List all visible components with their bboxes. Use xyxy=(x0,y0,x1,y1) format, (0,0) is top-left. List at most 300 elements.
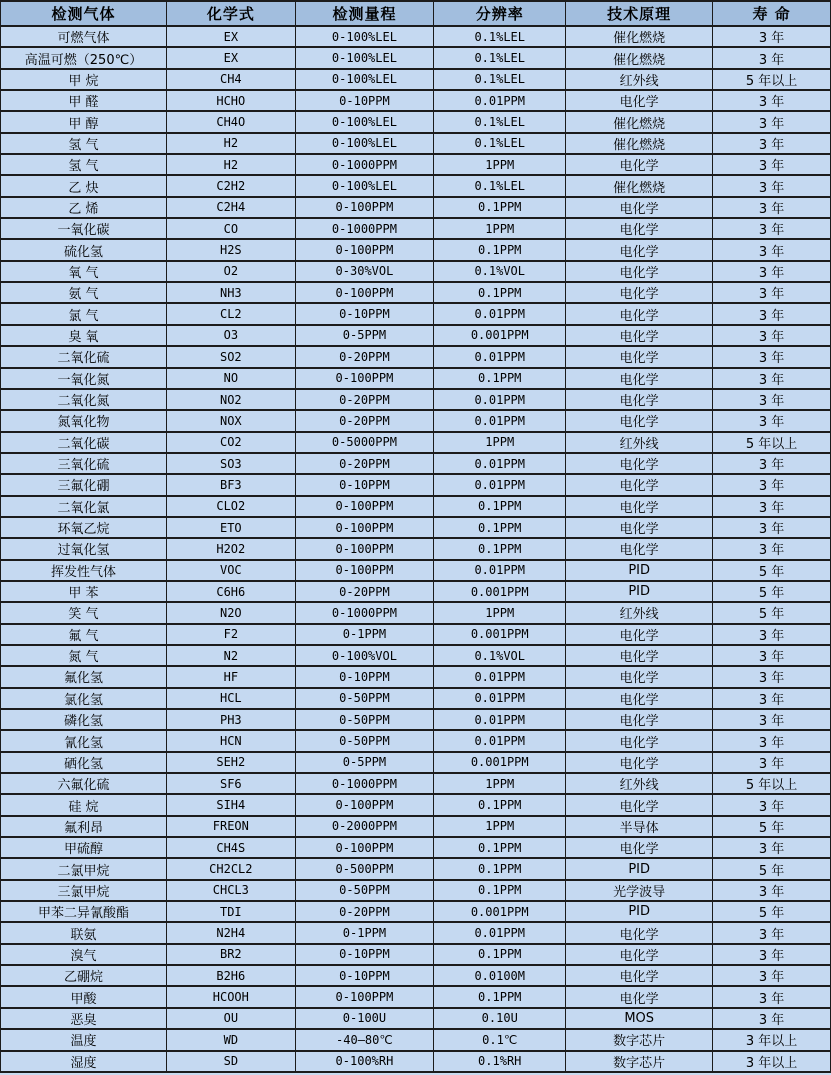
cell-gas-name: 一氧化氮 xyxy=(1,368,167,389)
cell-technology: 电化学 xyxy=(566,453,713,474)
table-row xyxy=(1,517,831,538)
table-row xyxy=(1,133,831,154)
cell-technology: 电化学 xyxy=(566,965,713,986)
cell-lifespan: 3 年 xyxy=(713,624,831,645)
cell-resolution: 0.01PPM xyxy=(434,560,566,581)
cell-technology: PID xyxy=(566,901,713,922)
cell-resolution: 0.10U xyxy=(434,1008,566,1029)
table-row xyxy=(1,837,831,858)
cell-detection-range: 0-100%VOL xyxy=(295,645,434,666)
table-row xyxy=(1,986,831,1007)
cell-technology: 电化学 xyxy=(566,794,713,815)
cell-gas-name: 恶臭 xyxy=(1,1008,167,1029)
cell-chemical-formula: CO xyxy=(167,218,296,239)
cell-chemical-formula: O3 xyxy=(167,325,296,346)
cell-detection-range: 0-500PPM xyxy=(295,858,434,879)
cell-gas-name: 甲苯二异氰酸酯 xyxy=(1,901,167,922)
cell-lifespan: 3 年 xyxy=(713,197,831,218)
table-row xyxy=(1,111,831,132)
cell-resolution: 0.1%LEL xyxy=(434,69,566,90)
cell-gas-name: 挥发性气体 xyxy=(1,560,167,581)
cell-gas-name: 臭 氧 xyxy=(1,325,167,346)
cell-technology: 电化学 xyxy=(566,517,713,538)
cell-detection-range: 0-5PPM xyxy=(295,325,434,346)
cell-detection-range: 0-100PPM xyxy=(295,794,434,815)
cell-gas-name: 甲 醇 xyxy=(1,111,167,132)
cell-technology: 电化学 xyxy=(566,730,713,751)
cell-chemical-formula: H2S xyxy=(167,239,296,260)
cell-resolution: 0.01PPM xyxy=(434,389,566,410)
cell-detection-range: 0-100PPM xyxy=(295,368,434,389)
cell-detection-range: 0-100PPM xyxy=(295,197,434,218)
table-row xyxy=(1,1051,831,1072)
cell-lifespan: 5 年 xyxy=(713,581,831,602)
cell-lifespan: 3 年 xyxy=(713,239,831,260)
table-row xyxy=(1,901,831,922)
cell-gas-name: 氨 气 xyxy=(1,282,167,303)
cell-lifespan: 3 年 xyxy=(713,986,831,1007)
cell-technology: 电化学 xyxy=(566,837,713,858)
cell-chemical-formula: CO2 xyxy=(167,432,296,453)
cell-gas-name: 甲 苯 xyxy=(1,581,167,602)
cell-resolution: 0.1%LEL xyxy=(434,133,566,154)
cell-chemical-formula: BF3 xyxy=(167,474,296,495)
cell-gas-name: 六氟化硫 xyxy=(1,773,167,794)
cell-technology: 电化学 xyxy=(566,389,713,410)
cell-technology: 电化学 xyxy=(566,496,713,517)
cell-detection-range: 0-1000PPM xyxy=(295,154,434,175)
cell-resolution: 1PPM xyxy=(434,218,566,239)
table-row xyxy=(1,858,831,879)
cell-chemical-formula: CH4 xyxy=(167,69,296,90)
cell-detection-range: 0-50PPM xyxy=(295,730,434,751)
cell-technology: 半导体 xyxy=(566,816,713,837)
cell-chemical-formula: H2 xyxy=(167,133,296,154)
cell-resolution: 0.1PPM xyxy=(434,282,566,303)
cell-resolution: 0.1PPM xyxy=(434,496,566,517)
cell-detection-range: 0-10PPM xyxy=(295,90,434,111)
cell-gas-name: 温度 xyxy=(1,1029,167,1050)
table-row xyxy=(1,773,831,794)
cell-lifespan: 3 年 xyxy=(713,303,831,324)
cell-gas-name: 二氧化硫 xyxy=(1,346,167,367)
cell-technology: 电化学 xyxy=(566,666,713,687)
cell-lifespan: 3 年 xyxy=(713,368,831,389)
cell-technology: 红外线 xyxy=(566,773,713,794)
cell-resolution: 0.01PPM xyxy=(434,303,566,324)
cell-lifespan: 5 年以上 xyxy=(713,432,831,453)
cell-gas-name: 硅 烷 xyxy=(1,794,167,815)
cell-resolution: 0.1PPM xyxy=(434,239,566,260)
cell-chemical-formula: NH3 xyxy=(167,282,296,303)
cell-gas-name: 硒化氢 xyxy=(1,752,167,773)
cell-lifespan: 3 年 xyxy=(713,410,831,431)
cell-lifespan: 3 年 xyxy=(713,1008,831,1029)
table-row xyxy=(1,175,831,196)
cell-resolution: 0.1PPM xyxy=(434,880,566,901)
cell-gas-name: 氟 气 xyxy=(1,624,167,645)
table-row xyxy=(1,90,831,111)
cell-resolution: 0.001PPM xyxy=(434,901,566,922)
cell-detection-range: 0-5PPM xyxy=(295,752,434,773)
cell-resolution: 0.1%VOL xyxy=(434,261,566,282)
cell-technology: 电化学 xyxy=(566,197,713,218)
cell-resolution: 0.001PPM xyxy=(434,624,566,645)
cell-resolution: 1PPM xyxy=(434,816,566,837)
table-row xyxy=(1,368,831,389)
cell-technology: 电化学 xyxy=(566,368,713,389)
cell-technology: 电化学 xyxy=(566,218,713,239)
cell-chemical-formula: CLO2 xyxy=(167,496,296,517)
cell-gas-name: 二氧化氮 xyxy=(1,389,167,410)
cell-technology: PID xyxy=(566,560,713,581)
cell-resolution: 1PPM xyxy=(434,773,566,794)
cell-resolution: 0.1%LEL xyxy=(434,26,566,47)
cell-detection-range: 0-50PPM xyxy=(295,880,434,901)
cell-lifespan: 3 年 xyxy=(713,837,831,858)
cell-detection-range: 0-1000PPM xyxy=(295,773,434,794)
header-cell-resolution: 分辨率 xyxy=(434,1,566,26)
table-row xyxy=(1,26,831,47)
cell-lifespan: 3 年 xyxy=(713,282,831,303)
table-row xyxy=(1,538,831,559)
cell-technology: 电化学 xyxy=(566,752,713,773)
table-row xyxy=(1,474,831,495)
cell-resolution: 0.1%LEL xyxy=(434,175,566,196)
table-row xyxy=(1,965,831,986)
cell-chemical-formula: C2H4 xyxy=(167,197,296,218)
cell-lifespan: 3 年 xyxy=(713,517,831,538)
cell-gas-name: 联氨 xyxy=(1,922,167,943)
table-row xyxy=(1,730,831,751)
cell-detection-range: 0-2000PPM xyxy=(295,816,434,837)
table-row xyxy=(1,496,831,517)
header-cell-chemical-formula: 化学式 xyxy=(167,1,296,26)
cell-gas-name: 溴气 xyxy=(1,944,167,965)
cell-technology: 电化学 xyxy=(566,154,713,175)
cell-chemical-formula: HCL xyxy=(167,688,296,709)
table-row xyxy=(1,709,831,730)
cell-gas-name: 环氧乙烷 xyxy=(1,517,167,538)
cell-detection-range: 0-10PPM xyxy=(295,944,434,965)
cell-gas-name: 氯 气 xyxy=(1,303,167,324)
cell-resolution: 0.1PPM xyxy=(434,837,566,858)
cell-technology: 催化燃烧 xyxy=(566,111,713,132)
cell-chemical-formula: ETO xyxy=(167,517,296,538)
cell-detection-range: 0-30%VOL xyxy=(295,261,434,282)
cell-lifespan: 3 年 xyxy=(713,154,831,175)
cell-detection-range: 0-20PPM xyxy=(295,410,434,431)
cell-detection-range: 0-100PPM xyxy=(295,496,434,517)
cell-gas-name: 氟利昂 xyxy=(1,816,167,837)
table-row xyxy=(1,303,831,324)
cell-detection-range: 0-1000PPM xyxy=(295,218,434,239)
cell-resolution: 0.1PPM xyxy=(434,794,566,815)
cell-gas-name: 甲酸 xyxy=(1,986,167,1007)
cell-technology: 电化学 xyxy=(566,922,713,943)
cell-resolution: 1PPM xyxy=(434,602,566,623)
cell-resolution: 0.001PPM xyxy=(434,325,566,346)
cell-gas-name: 甲 醛 xyxy=(1,90,167,111)
cell-detection-range: 0-50PPM xyxy=(295,688,434,709)
table-row xyxy=(1,880,831,901)
cell-chemical-formula: C6H6 xyxy=(167,581,296,602)
cell-lifespan: 3 年以上 xyxy=(713,1029,831,1050)
cell-detection-range: 0-100%LEL xyxy=(295,69,434,90)
cell-gas-name: 过氧化氢 xyxy=(1,538,167,559)
table-row xyxy=(1,645,831,666)
cell-gas-name: 硫化氢 xyxy=(1,239,167,260)
table-row xyxy=(1,581,831,602)
cell-gas-name: 氟化氢 xyxy=(1,666,167,687)
cell-detection-range: 0-1PPM xyxy=(295,624,434,645)
cell-detection-range: 0-10PPM xyxy=(295,474,434,495)
header-cell-gas-name: 检测气体 xyxy=(1,1,167,26)
cell-resolution: 0.0100M xyxy=(434,965,566,986)
cell-lifespan: 3 年 xyxy=(713,880,831,901)
table-row xyxy=(1,154,831,175)
table-row xyxy=(1,346,831,367)
cell-lifespan: 3 年 xyxy=(713,261,831,282)
cell-technology: 电化学 xyxy=(566,410,713,431)
cell-resolution: 0.1PPM xyxy=(434,197,566,218)
cell-detection-range: 0-100PPM xyxy=(295,538,434,559)
cell-resolution: 0.001PPM xyxy=(434,752,566,773)
cell-chemical-formula: CL2 xyxy=(167,303,296,324)
cell-detection-range: 0-100PPM xyxy=(295,560,434,581)
table-row xyxy=(1,389,831,410)
cell-detection-range: 0-10PPM xyxy=(295,303,434,324)
cell-lifespan: 5 年 xyxy=(713,816,831,837)
cell-lifespan: 3 年以上 xyxy=(713,1051,831,1072)
cell-chemical-formula: H2 xyxy=(167,154,296,175)
cell-technology: 电化学 xyxy=(566,261,713,282)
cell-chemical-formula: TDI xyxy=(167,901,296,922)
cell-lifespan: 5 年 xyxy=(713,901,831,922)
cell-gas-name: 一氧化碳 xyxy=(1,218,167,239)
cell-lifespan: 3 年 xyxy=(713,325,831,346)
cell-resolution: 0.1PPM xyxy=(434,858,566,879)
cell-chemical-formula: N2O xyxy=(167,602,296,623)
cell-technology: 电化学 xyxy=(566,986,713,1007)
cell-gas-name: 乙 炔 xyxy=(1,175,167,196)
cell-detection-range: -40—80℃ xyxy=(295,1029,434,1050)
header-cell-detection-range: 检测量程 xyxy=(295,1,434,26)
cell-lifespan: 5 年 xyxy=(713,560,831,581)
cell-gas-name: 磷化氢 xyxy=(1,709,167,730)
cell-chemical-formula: EX xyxy=(167,26,296,47)
cell-resolution: 0.01PPM xyxy=(434,922,566,943)
cell-chemical-formula: HCN xyxy=(167,730,296,751)
cell-detection-range: 0-100PPM xyxy=(295,986,434,1007)
cell-chemical-formula: N2H4 xyxy=(167,922,296,943)
cell-technology: 电化学 xyxy=(566,624,713,645)
cell-lifespan: 3 年 xyxy=(713,666,831,687)
cell-resolution: 0.1PPM xyxy=(434,538,566,559)
cell-resolution: 0.1PPM xyxy=(434,986,566,1007)
table-row xyxy=(1,410,831,431)
cell-lifespan: 3 年 xyxy=(713,965,831,986)
cell-lifespan: 3 年 xyxy=(713,752,831,773)
cell-lifespan: 3 年 xyxy=(713,794,831,815)
cell-chemical-formula: NOX xyxy=(167,410,296,431)
cell-gas-name: 二氧化氯 xyxy=(1,496,167,517)
cell-detection-range: 0-1PPM xyxy=(295,922,434,943)
cell-gas-name: 三氟化硼 xyxy=(1,474,167,495)
cell-gas-name: 氮 气 xyxy=(1,645,167,666)
cell-gas-name: 三氯甲烷 xyxy=(1,880,167,901)
cell-chemical-formula: N2 xyxy=(167,645,296,666)
cell-chemical-formula: NO xyxy=(167,368,296,389)
cell-resolution: 0.01PPM xyxy=(434,90,566,111)
cell-technology: MOS xyxy=(566,1008,713,1029)
cell-resolution: 0.01PPM xyxy=(434,688,566,709)
cell-technology: 催化燃烧 xyxy=(566,47,713,68)
cell-lifespan: 3 年 xyxy=(713,133,831,154)
cell-gas-name: 氮氧化物 xyxy=(1,410,167,431)
cell-lifespan: 3 年 xyxy=(713,346,831,367)
cell-gas-name: 氢 气 xyxy=(1,133,167,154)
cell-resolution: 0.01PPM xyxy=(434,453,566,474)
cell-resolution: 0.1PPM xyxy=(434,944,566,965)
cell-detection-range: 0-100%LEL xyxy=(295,26,434,47)
cell-resolution: 1PPM xyxy=(434,154,566,175)
cell-technology: 催化燃烧 xyxy=(566,133,713,154)
cell-gas-name: 二氯甲烷 xyxy=(1,858,167,879)
cell-lifespan: 3 年 xyxy=(713,175,831,196)
cell-technology: 红外线 xyxy=(566,69,713,90)
cell-lifespan: 3 年 xyxy=(713,944,831,965)
cell-detection-range: 0-100%LEL xyxy=(295,175,434,196)
cell-chemical-formula: SO2 xyxy=(167,346,296,367)
cell-chemical-formula: HCHO xyxy=(167,90,296,111)
cell-chemical-formula: C2H2 xyxy=(167,175,296,196)
cell-technology: 电化学 xyxy=(566,303,713,324)
cell-chemical-formula: CHCL3 xyxy=(167,880,296,901)
cell-detection-range: 0-50PPM xyxy=(295,709,434,730)
cell-detection-range: 0-100PPM xyxy=(295,239,434,260)
cell-technology: 电化学 xyxy=(566,346,713,367)
cell-detection-range: 0-5000PPM xyxy=(295,432,434,453)
cell-resolution: 0.1PPM xyxy=(434,517,566,538)
cell-technology: 电化学 xyxy=(566,282,713,303)
cell-lifespan: 3 年 xyxy=(713,26,831,47)
cell-technology: 红外线 xyxy=(566,432,713,453)
cell-technology: 电化学 xyxy=(566,709,713,730)
cell-technology: 电化学 xyxy=(566,645,713,666)
cell-gas-name: 氯化氢 xyxy=(1,688,167,709)
cell-gas-name: 三氧化硫 xyxy=(1,453,167,474)
cell-lifespan: 3 年 xyxy=(713,730,831,751)
cell-technology: 电化学 xyxy=(566,944,713,965)
cell-lifespan: 3 年 xyxy=(713,709,831,730)
cell-resolution: 0.1%VOL xyxy=(434,645,566,666)
table-row xyxy=(1,944,831,965)
cell-resolution: 0.01PPM xyxy=(434,709,566,730)
cell-resolution: 0.01PPM xyxy=(434,346,566,367)
cell-technology: PID xyxy=(566,858,713,879)
table-row xyxy=(1,197,831,218)
cell-chemical-formula: PH3 xyxy=(167,709,296,730)
cell-detection-range: 0-100%RH xyxy=(295,1051,434,1072)
cell-gas-name: 二氧化碳 xyxy=(1,432,167,453)
cell-gas-name: 氧 气 xyxy=(1,261,167,282)
cell-chemical-formula: VOC xyxy=(167,560,296,581)
table-row xyxy=(1,624,831,645)
cell-gas-name: 乙硼烷 xyxy=(1,965,167,986)
cell-chemical-formula: HF xyxy=(167,666,296,687)
cell-resolution: 0.001PPM xyxy=(434,581,566,602)
cell-resolution: 0.1%LEL xyxy=(434,111,566,132)
cell-technology: 电化学 xyxy=(566,239,713,260)
cell-chemical-formula: CH4S xyxy=(167,837,296,858)
cell-technology: 红外线 xyxy=(566,602,713,623)
cell-detection-range: 0-100PPM xyxy=(295,282,434,303)
cell-lifespan: 5 年 xyxy=(713,602,831,623)
cell-detection-range: 0-20PPM xyxy=(295,389,434,410)
cell-chemical-formula: SD xyxy=(167,1051,296,1072)
cell-chemical-formula: SO3 xyxy=(167,453,296,474)
cell-chemical-formula: CH4O xyxy=(167,111,296,132)
cell-chemical-formula: H2O2 xyxy=(167,538,296,559)
table-row xyxy=(1,432,831,453)
cell-resolution: 0.01PPM xyxy=(434,474,566,495)
table-row xyxy=(1,69,831,90)
cell-detection-range: 0-100%LEL xyxy=(295,47,434,68)
cell-technology: 催化燃烧 xyxy=(566,175,713,196)
cell-detection-range: 0-10PPM xyxy=(295,666,434,687)
cell-resolution: 0.01PPM xyxy=(434,730,566,751)
cell-technology: 电化学 xyxy=(566,325,713,346)
table-row xyxy=(1,325,831,346)
cell-resolution: 0.1%LEL xyxy=(434,47,566,68)
cell-lifespan: 3 年 xyxy=(713,111,831,132)
table-row xyxy=(1,816,831,837)
cell-gas-name: 乙 烯 xyxy=(1,197,167,218)
cell-detection-range: 0-20PPM xyxy=(295,581,434,602)
table-row xyxy=(1,922,831,943)
cell-resolution: 0.1℃ xyxy=(434,1029,566,1050)
table-header xyxy=(1,1,831,26)
cell-detection-range: 0-100PPM xyxy=(295,837,434,858)
cell-chemical-formula: NO2 xyxy=(167,389,296,410)
table-row xyxy=(1,666,831,687)
cell-technology: 催化燃烧 xyxy=(566,26,713,47)
table-body xyxy=(1,26,831,1072)
table-row xyxy=(1,282,831,303)
cell-detection-range: 0-1000PPM xyxy=(295,602,434,623)
cell-lifespan: 5 年以上 xyxy=(713,69,831,90)
cell-gas-name: 甲 烷 xyxy=(1,69,167,90)
cell-chemical-formula: F2 xyxy=(167,624,296,645)
cell-lifespan: 3 年 xyxy=(713,389,831,410)
cell-technology: 数字芯片 xyxy=(566,1029,713,1050)
cell-gas-name: 氢 气 xyxy=(1,154,167,175)
cell-resolution: 0.1%RH xyxy=(434,1051,566,1072)
cell-lifespan: 3 年 xyxy=(713,688,831,709)
cell-detection-range: 0-100%LEL xyxy=(295,133,434,154)
header-row xyxy=(1,1,831,26)
header-cell-lifespan: 寿 命 xyxy=(713,1,831,26)
cell-technology: 电化学 xyxy=(566,474,713,495)
cell-chemical-formula: SIH4 xyxy=(167,794,296,815)
cell-lifespan: 3 年 xyxy=(713,218,831,239)
cell-lifespan: 5 年以上 xyxy=(713,773,831,794)
table-row xyxy=(1,261,831,282)
table-row xyxy=(1,688,831,709)
cell-gas-name: 可燃气体 xyxy=(1,26,167,47)
table-row xyxy=(1,47,831,68)
